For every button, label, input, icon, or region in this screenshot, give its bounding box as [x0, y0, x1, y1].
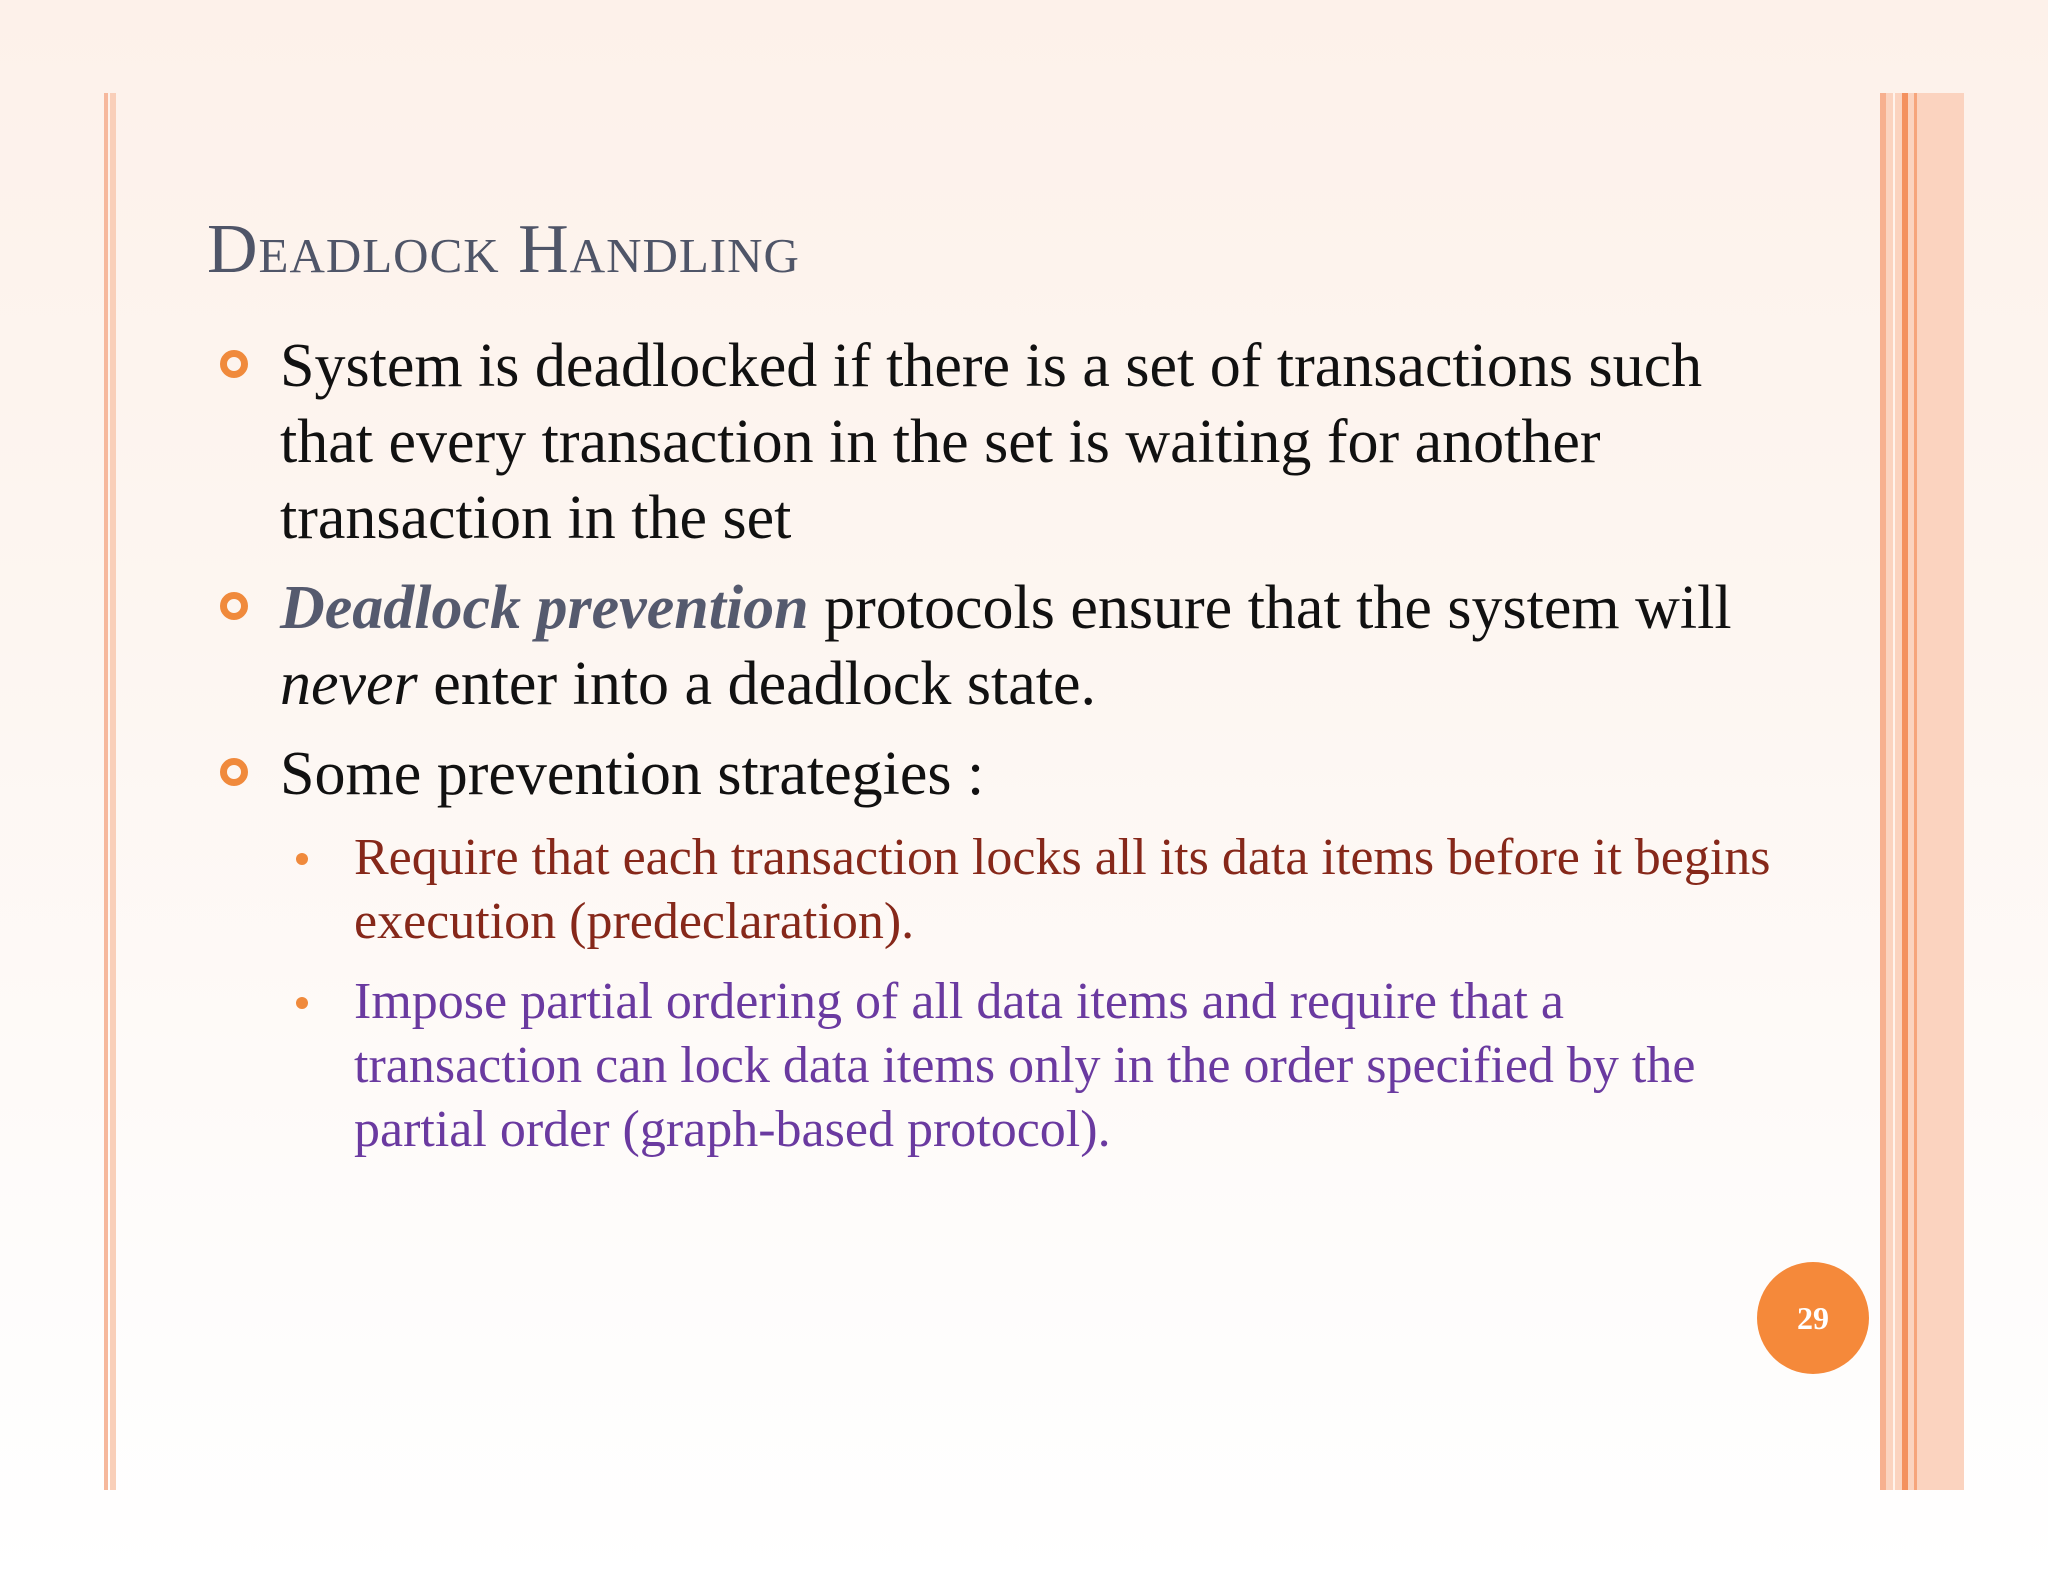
bullet-text: Some prevention strategies :: [280, 740, 985, 808]
left-decorative-line-inner: [110, 93, 116, 1490]
ring-bullet-icon: [220, 350, 248, 378]
bullet-text: protocols ensure that the system will: [808, 574, 1732, 642]
bullet-text: enter into a deadlock state.: [417, 650, 1096, 718]
right-decorative-stripe: [1902, 93, 1908, 1490]
slide-title: Deadlock Handling: [207, 211, 800, 288]
right-decorative-stripe: [1914, 93, 1917, 1490]
bullet-italic: never: [280, 650, 418, 718]
dot-bullet-icon: [296, 853, 308, 865]
left-decorative-line: [104, 93, 108, 1490]
sub-bullet-list: [212, 826, 1772, 1162]
sub-bullet-text: Impose partial ordering of all data items and require that a transaction can lock data items only in the order specified by the partial order (graph-based protocol).: [354, 973, 1696, 1158]
bullet-emphasis: Deadlock prevention: [280, 574, 809, 642]
sub-bullet-item: [212, 826, 1772, 954]
sub-bullet-item: [212, 970, 1772, 1162]
bullet-item: [212, 736, 1772, 812]
right-decorative-stripe: [1880, 93, 1886, 1490]
sub-bullet-text: Require that each transaction locks all its data items before it begins execution (predeclaration).: [354, 829, 1771, 950]
ring-bullet-icon: [220, 592, 248, 620]
right-decorative-stripe: [1893, 93, 1895, 1490]
slide-content: [212, 328, 1772, 1178]
bullet-item: [212, 328, 1772, 556]
ring-bullet-icon: [220, 758, 248, 786]
dot-bullet-icon: [296, 997, 308, 1009]
page-number-badge: 29: [1757, 1262, 1869, 1374]
bullet-item: [212, 570, 1772, 722]
bullet-text: System is deadlocked if there is a set of transactions such that every transaction in the set is waiting for another transaction in the set: [280, 332, 1703, 552]
